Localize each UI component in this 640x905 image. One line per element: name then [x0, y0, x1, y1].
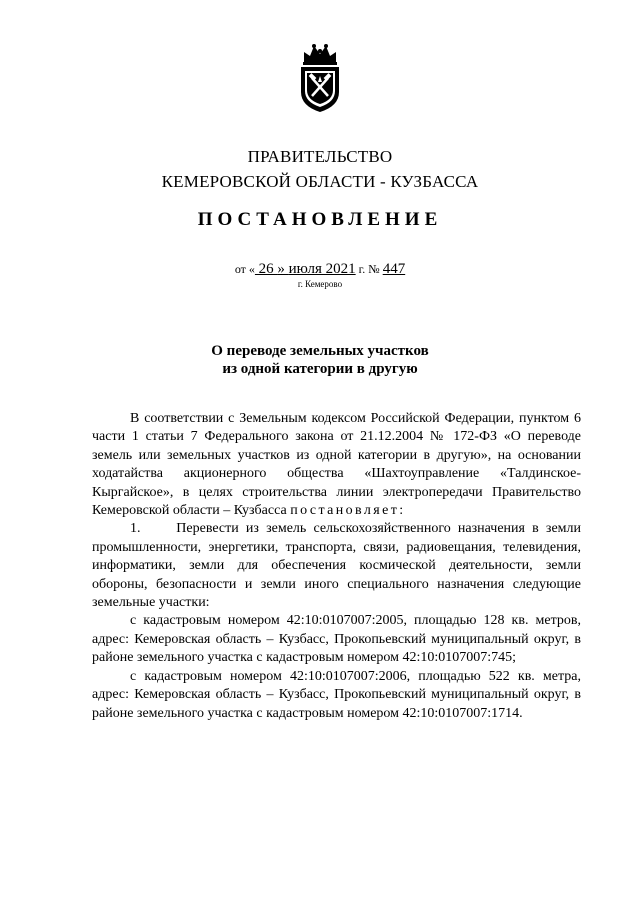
date-mid: » [277, 261, 289, 277]
body-paragraph-item-1: 1. Перевести из земель сельскохозяйственного назначения в земли промышленности, энергетики, транспорта, связи, радиовещания, телевидения, информатики, земли для обеспечения космической деятельности, земли обороны, безопасности и земли иного специального назначения следующие земельные участки: [92, 521, 585, 611]
date-prefix: от « [234, 262, 255, 276]
date-day: 26 [254, 261, 278, 277]
document-number: 447 [382, 261, 406, 277]
date-year-suffix: г. № [355, 262, 383, 276]
document-subject [0, 342, 640, 378]
resolves-word: постановляет: [290, 503, 406, 519]
issue-city: г. Кемерово [297, 279, 343, 289]
preamble-text: В соответствии с Земельным кодексом Российской Федерации, пунктом 6 части 1 статьи 7 Федерального закона от 21.12.2004 № 172-ФЗ «О переводе земель или земельных участков из одной категории в другую», на основании ходатайства акционерного общества «Шахтоуправление «Талдинское-Кыргайское», в целях строительства линии электропередачи Правительство Кемеровской области – Кузбасса [92, 411, 581, 519]
subject-line1: О переводе земельных участков [211, 343, 429, 359]
body-paragraph-plot-1: с кадастровым номером 42:10:0107007:2005, площадью 128 кв. метров, адрес: Кемеровская область – Кузбасс, Прокопьевский муниципальный округ, в районе земельного участка с кадастровым номером 42:10:0107007:745; [92, 613, 581, 666]
document-type-title: ПОСТАНОВЛЕНИЕ [197, 209, 443, 230]
body-paragraph-preamble [92, 410, 581, 520]
subject-line2: из одной категории в другую [222, 361, 418, 377]
government-title-line1: ПРАВИТЕЛЬСТВО [247, 147, 393, 166]
date-number-line [0, 261, 640, 278]
body-paragraph-plot-2: с кадастровым номером 42:10:0107007:2006, площадью 522 кв. метра, адрес: Кемеровская область – Кузбасс, Прокопьевский муниципальный округ, в районе земельного участка с кадастровым номером 42:10:0107007:1714. [92, 668, 581, 721]
coat-of-arms-icon [298, 42, 342, 114]
date-month-year: июля 2021 [288, 261, 356, 277]
government-title-line2: КЕМЕРОВСКОЙ ОБЛАСТИ - КУЗБАССА [161, 172, 479, 191]
document-body [92, 410, 585, 723]
